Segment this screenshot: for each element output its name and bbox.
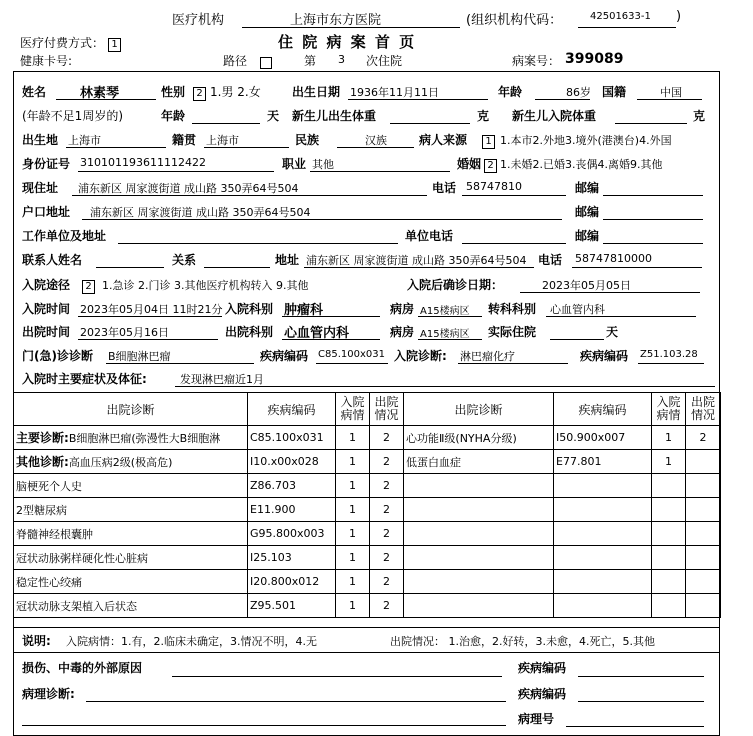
- work-label: 工作单位及地址: [22, 229, 107, 243]
- diagnosis-cell-2: [404, 522, 554, 546]
- native-label: 籍贯: [172, 133, 197, 147]
- newborn-birth-weight-label: 新生儿出生体重: [292, 109, 377, 123]
- diagnosis-type-label: 其他诊断:: [16, 455, 69, 469]
- zip-label: 邮编: [575, 181, 600, 195]
- condition-cell: [336, 450, 370, 474]
- pathway-checkbox[interactable]: [260, 57, 272, 69]
- day-unit: 天: [267, 109, 280, 123]
- outcome-cell-text: 2: [383, 479, 390, 492]
- org-code-close: ): [676, 9, 682, 24]
- code-cell-2: [554, 546, 652, 570]
- diagnosis-cell-2: [404, 594, 554, 618]
- outpatient-code: C85.100x031: [318, 349, 385, 360]
- birthplace-label: 出生地: [22, 133, 59, 147]
- diagnosis-cell: [14, 570, 248, 594]
- code-cell-2: [554, 450, 652, 474]
- birthplace: 上海市: [68, 134, 101, 147]
- contact-label: 联系人姓名: [22, 253, 83, 267]
- table-row: [14, 570, 721, 594]
- symptom: 发现淋巴瘤近1月: [180, 373, 264, 386]
- outcome-cell-2: [686, 570, 721, 594]
- condition-cell-text: 1: [349, 503, 356, 516]
- code-cell: [248, 450, 336, 474]
- ward-label-2: 病房: [390, 325, 415, 339]
- org-code-label: (组织机构代码：: [466, 13, 563, 28]
- relation-label: 关系: [172, 253, 197, 267]
- diagnosis-cell: [14, 498, 248, 522]
- diagnosis-cell: [14, 546, 248, 570]
- native-place: 上海市: [206, 134, 239, 147]
- code-cell-2-text: E77.801: [556, 455, 602, 468]
- diagnosis-cell-text: 2型糖尿病: [16, 503, 67, 517]
- record-no-label: 病案号：: [512, 54, 561, 68]
- injury-label: 损伤、中毒的外部原因: [22, 661, 143, 675]
- outcome-cell-2: [686, 450, 721, 474]
- note-label: 说明:: [22, 634, 51, 648]
- condition-cell-2: [652, 522, 686, 546]
- condition-cell-2: [652, 450, 686, 474]
- discharge-time-label: 出院时间: [22, 325, 71, 339]
- page-title: 住 院 病 案 首 页: [278, 33, 417, 51]
- gender-options: 1.男 2.女: [210, 85, 261, 99]
- diagnosis-cell-2: [404, 426, 554, 450]
- pathway-label: 路径: [223, 54, 248, 68]
- table-row: [14, 426, 721, 450]
- gram-unit-2: 克: [693, 109, 706, 123]
- diagnosis-table: [13, 392, 721, 618]
- transfer-label: 转科科别: [488, 302, 537, 316]
- code-cell-text: I10.x00x028: [250, 455, 319, 468]
- phone-label: 电话: [432, 181, 457, 195]
- code-cell-text: G95.800x003: [250, 527, 325, 540]
- condition-cell: [336, 570, 370, 594]
- stay-unit: 天: [606, 325, 619, 339]
- diagnosis-cell-2: [404, 570, 554, 594]
- code-cell-2: [554, 522, 652, 546]
- condition-cell-2: [652, 474, 686, 498]
- code-cell-2: [554, 594, 652, 618]
- code-cell-2: [554, 474, 652, 498]
- route-value[interactable]: 2: [82, 280, 95, 294]
- source-options: 1.本市2.外地3.境外(港澳台)4.外国: [500, 134, 672, 147]
- patient-name: 林素琴: [80, 86, 120, 101]
- header-cond-2: 入院病情: [652, 393, 686, 426]
- outcome-cell-2: [686, 594, 721, 618]
- header-code: 疾病编码: [248, 393, 336, 426]
- condition-cell: [336, 474, 370, 498]
- marriage-value[interactable]: 2: [484, 159, 497, 173]
- admit-dept-label: 入院科别: [225, 302, 274, 316]
- condition-cell-2: [652, 498, 686, 522]
- table-row: [14, 474, 721, 498]
- name-label: 姓名: [22, 85, 47, 99]
- diagnosis-cell-2: [404, 450, 554, 474]
- diagnosis-type-label: 主要诊断:: [16, 431, 69, 445]
- admit-time: 2023年05月04日 11时21分: [80, 303, 223, 316]
- diagnosis-cell-2: [404, 546, 554, 570]
- discharge-dept-label: 出院科别: [225, 325, 274, 339]
- code-cell-text: Z86.703: [250, 479, 297, 492]
- diagnosis-cell: [14, 594, 248, 618]
- admission-prefix: 第: [304, 54, 317, 68]
- condition-cell-text: 1: [349, 551, 356, 564]
- condition-cell: [336, 522, 370, 546]
- condition-cell: [336, 426, 370, 450]
- code-cell-text: E11.900: [250, 503, 296, 516]
- admit-ward: A15楼病区: [420, 306, 470, 317]
- note-condition: 入院病情：1.有，2.临床未确定，3.情况不明，4.无: [66, 635, 317, 648]
- phone: 58747810: [466, 180, 522, 193]
- birth-label: 出生日期: [292, 85, 341, 99]
- condition-cell-2: [652, 594, 686, 618]
- code-cell-2: [554, 570, 652, 594]
- contact-address-label: 地址: [275, 253, 300, 267]
- code-cell: [248, 594, 336, 618]
- outcome-cell-text: 2: [383, 431, 390, 444]
- condition-cell: [336, 546, 370, 570]
- discharge-dept: 心血管内科: [284, 326, 350, 341]
- hukou-label: 户口地址: [22, 205, 71, 219]
- stay-label: 实际住院: [488, 325, 537, 339]
- birth-date: 1936年11月11日: [350, 86, 439, 99]
- org-code-underline: [578, 27, 676, 28]
- outcome-cell-2-text: 2: [699, 431, 707, 444]
- diagnosis-cell-text: 脊髓神经根囊肿: [16, 527, 93, 541]
- outcome-cell-text: 2: [383, 599, 390, 612]
- pathology-no-label: 病理号: [518, 712, 555, 726]
- condition-cell: [336, 498, 370, 522]
- header-diag-2: 出院诊断: [404, 393, 554, 426]
- diagnosis-cell-2-text: 低蛋白血症: [406, 455, 461, 469]
- condition-cell-2-text: 1: [665, 431, 672, 444]
- contact-address: 浦东新区 周家渡街道 成山路 350弄64号504: [306, 254, 527, 267]
- id-number: 310101193611112422: [80, 156, 206, 169]
- route-options: 1.急诊 2.门诊 3.其他医疗机构转入 9.其他: [102, 279, 309, 292]
- institution-underline: [242, 27, 460, 28]
- outcome-cell-text: 2: [383, 575, 390, 588]
- code-label: 疾病编码: [260, 349, 309, 363]
- diagnosis-cell-text: 冠状动脉粥样硬化性心脏病: [16, 551, 148, 565]
- code-cell: [248, 474, 336, 498]
- code-cell-text: I20.800x012: [250, 575, 320, 588]
- work-phone-label: 单位电话: [405, 229, 454, 243]
- marriage-options: 1.未婚2.已婚3.丧偶4.离婚9.其他: [500, 158, 663, 171]
- id-label: 身份证号: [22, 157, 71, 171]
- condition-cell-text: 1: [349, 575, 356, 588]
- newborn-admit-weight-label: 新生儿入院体重: [512, 109, 597, 123]
- institution-name: 上海市东方医院: [290, 13, 382, 28]
- condition-cell-text: 1: [349, 527, 356, 540]
- outcome-cell: [370, 522, 404, 546]
- header-cond: 入院病情: [336, 393, 370, 426]
- code-cell-text: C85.100x031: [250, 431, 324, 444]
- table-row: [14, 594, 721, 618]
- nationality: 中国: [660, 86, 682, 99]
- table-row: [14, 498, 721, 522]
- route-label: 入院途径: [22, 278, 71, 292]
- outcome-cell-text: 2: [383, 455, 390, 468]
- outcome-cell: [370, 450, 404, 474]
- table-row: [14, 546, 721, 570]
- outcome-cell: [370, 594, 404, 618]
- occupation: 其他: [312, 158, 334, 171]
- ethnicity: 汉族: [365, 134, 387, 147]
- diagnosis-cell: [14, 474, 248, 498]
- admit-time-label: 入院时间: [22, 302, 71, 316]
- pathology-code-label: 疾病编码: [518, 687, 567, 701]
- code-cell: [248, 426, 336, 450]
- admission-suffix: 次住院: [366, 54, 403, 68]
- ward-label: 病房: [390, 302, 415, 316]
- diagnosis-cell: [14, 522, 248, 546]
- outcome-cell-2: [686, 474, 721, 498]
- outcome-cell-2: [686, 498, 721, 522]
- outcome-cell-text: 2: [383, 527, 390, 540]
- admission-count: 3: [338, 53, 345, 66]
- symptom-label: 入院时主要症状及体征:: [22, 372, 147, 386]
- injury-code-label: 疾病编码: [518, 661, 567, 675]
- source-value[interactable]: 1: [482, 135, 495, 149]
- contact-phone: 58747810000: [575, 252, 652, 265]
- admit-diag: 淋巴瘤化疗: [460, 350, 515, 363]
- institution-label: 医疗机构: [172, 13, 225, 28]
- gender-label: 性别: [161, 85, 186, 99]
- outcome-cell-text: 2: [383, 551, 390, 564]
- header-out: 出院情况: [370, 393, 404, 426]
- age-label: 年龄: [498, 85, 523, 99]
- diagnosis-cell-text: 脑梗死个人史: [16, 479, 82, 493]
- header-code-2: 疾病编码: [554, 393, 652, 426]
- diagnosis-cell-text: 冠状动脉支架植入后状态: [16, 599, 137, 613]
- diagnosis-cell-2: [404, 474, 554, 498]
- ethnicity-label: 民族: [295, 133, 320, 147]
- address: 浦东新区 周家渡街道 成山路 350弄64号504: [78, 182, 299, 195]
- outpatient-label: 门(急)诊诊断: [22, 349, 93, 363]
- confirm-date: 2023年05月05日: [542, 279, 631, 292]
- table-row: [14, 450, 721, 474]
- code-cell: [248, 498, 336, 522]
- outcome-cell: [370, 474, 404, 498]
- condition-cell-2: [652, 426, 686, 450]
- condition-cell-2-text: 1: [665, 455, 672, 468]
- payment-label: 医疗付费方式：: [20, 36, 105, 50]
- admit-code: Z51.103.28: [640, 349, 698, 360]
- table-row: [14, 522, 721, 546]
- condition-cell-text: 1: [349, 599, 356, 612]
- code-label-2: 疾病编码: [580, 349, 629, 363]
- code-cell-text: Z95.501: [250, 599, 297, 612]
- address-label: 现住址: [22, 181, 59, 195]
- infant-note: (年龄不足1周岁的): [22, 109, 123, 123]
- zip-label-2: 邮编: [575, 205, 600, 219]
- gender-value[interactable]: 2: [193, 87, 206, 101]
- code-cell-2: [554, 426, 652, 450]
- record-no: 399089: [565, 51, 624, 67]
- diagnosis-cell: [14, 426, 248, 450]
- gram-unit: 克: [477, 109, 490, 123]
- occupation-label: 职业: [282, 157, 307, 171]
- admit-diag-label: 入院诊断:: [394, 349, 447, 363]
- diagnosis-cell-text: 稳定性心绞痛: [16, 575, 82, 589]
- org-code: 42501633-1: [590, 11, 651, 22]
- table-header-row: [14, 393, 721, 426]
- transfer-dept: 心血管内科: [550, 303, 605, 316]
- diagnosis-cell-text: 高血压病2级(极高危): [68, 456, 173, 469]
- diagnosis-cell-2: [404, 498, 554, 522]
- infant-age-label: 年龄: [161, 109, 186, 123]
- code-cell-2-text: I50.900x007: [556, 431, 626, 444]
- outcome-cell: [370, 570, 404, 594]
- zip-label-3: 邮编: [575, 229, 600, 243]
- header-out-2: 出院情况: [686, 393, 721, 426]
- note-outcome: 出院情况： 1.治愈，2.好转，3.未愈，4.死亡，5.其他: [390, 635, 655, 648]
- discharge-time: 2023年05月16日: [80, 326, 169, 339]
- pathology-label: 病理诊断:: [22, 687, 75, 701]
- condition-cell-text: 1: [349, 431, 356, 444]
- code-cell: [248, 570, 336, 594]
- nationality-label: 国籍: [602, 85, 627, 99]
- condition-cell-text: 1: [349, 455, 356, 468]
- code-cell: [248, 522, 336, 546]
- condition-cell-2: [652, 570, 686, 594]
- outcome-cell-2: [686, 426, 721, 450]
- outcome-cell-text: 2: [383, 503, 390, 516]
- condition-cell-2: [652, 546, 686, 570]
- health-card-label: 健康卡号:: [20, 54, 73, 68]
- contact-phone-label: 电话: [538, 253, 563, 267]
- header-diag: 出院诊断: [14, 393, 248, 426]
- outcome-cell-2: [686, 522, 721, 546]
- confirm-label: 入院后确诊日期：: [407, 278, 504, 292]
- marriage-label: 婚姻: [457, 157, 482, 171]
- code-cell: [248, 546, 336, 570]
- condition-cell: [336, 594, 370, 618]
- code-cell-2: [554, 498, 652, 522]
- outcome-cell-2: [686, 546, 721, 570]
- hukou-address: 浦东新区 周家渡街道 成山路 350弄64号504: [90, 206, 311, 219]
- payment-value[interactable]: 1: [108, 38, 121, 52]
- diagnosis-cell-2-text: 心功能Ⅱ级(NYHA分级): [406, 431, 517, 445]
- admit-dept: 肿瘤科: [284, 303, 324, 318]
- condition-cell-text: 1: [349, 479, 356, 492]
- age-value: 86岁: [566, 86, 591, 99]
- discharge-ward: A15楼病区: [420, 329, 470, 340]
- source-label: 病人来源: [419, 133, 468, 147]
- code-cell-text: I25.103: [250, 551, 292, 564]
- outcome-cell: [370, 498, 404, 522]
- outpatient-diag: B细胞淋巴瘤: [108, 350, 171, 363]
- outcome-cell: [370, 426, 404, 450]
- diagnosis-cell-text: B细胞淋巴瘤(弥漫性大B细胞淋: [68, 432, 221, 445]
- diagnosis-cell: [14, 450, 248, 474]
- outcome-cell: [370, 546, 404, 570]
